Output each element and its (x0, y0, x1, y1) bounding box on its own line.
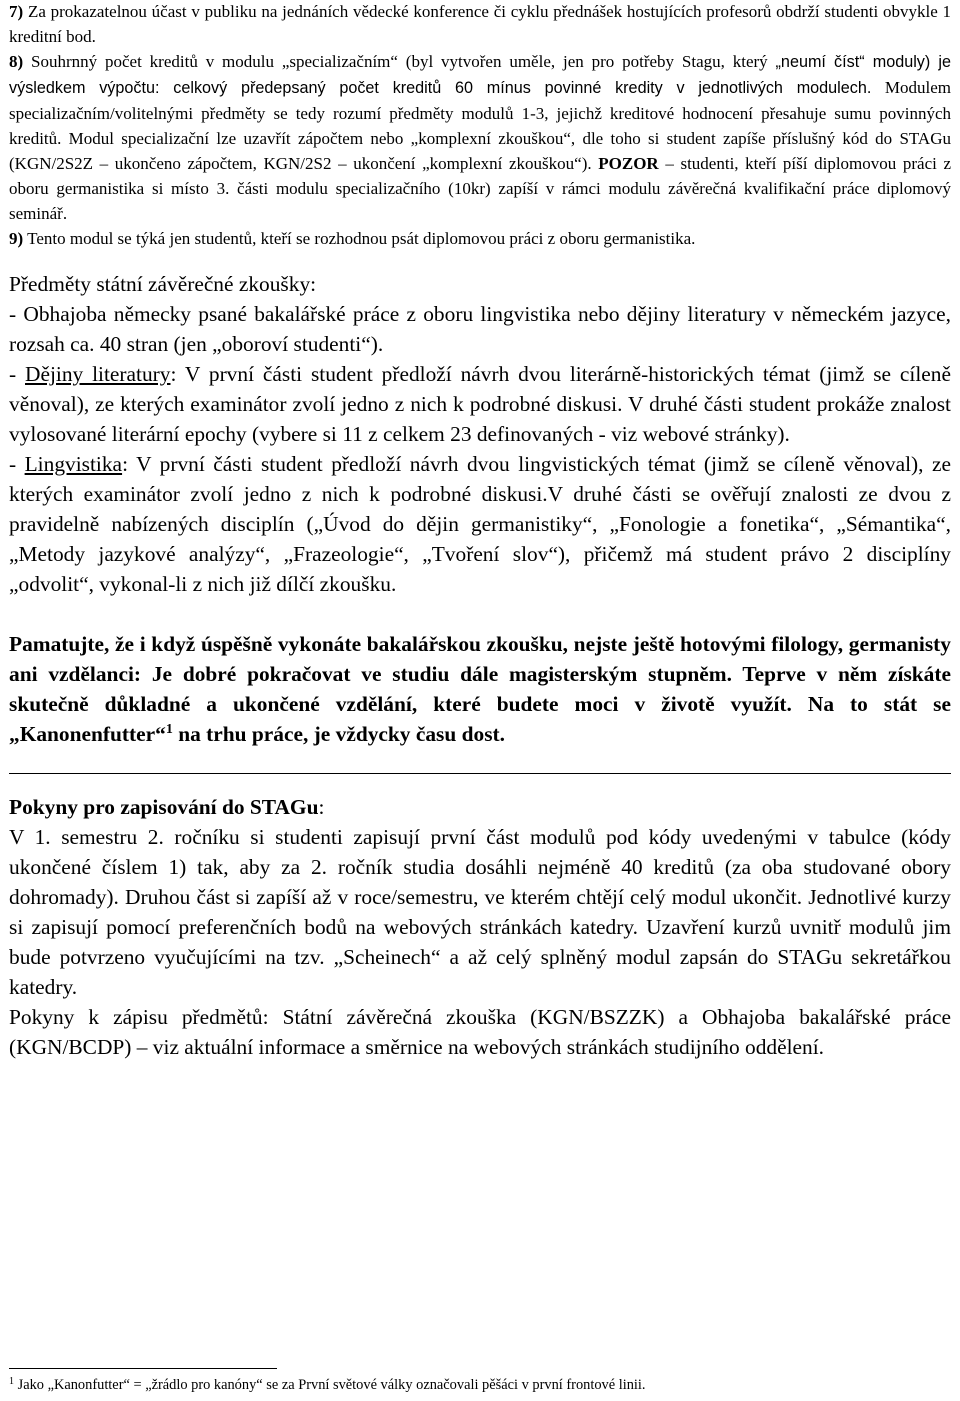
note-8-pozor-text: – studenti, kteří píší diplomovou práci z oboru germanistika si místo 3. části modulu specializačního (10kr) zapíší v rámci modulu závěrečná kvalifikační práce diplomový seminář. (9, 154, 952, 223)
warning-text: Pamatujte, že i když úspěšně vykonáte bakalářskou zkoušku, nejste ještě hotovými filology, germanisty ani vzdělanci: Je dobré pokračovat ve studiu dále magisterským stupněm. Teprve v něm získáte skutečně důkladné a ukončené vzdělání, které budete moci v životě využít. Na to stát se „Kanonenfutter“ (9, 632, 951, 746)
note-8-number: 8) (9, 52, 24, 71)
stag-paragraph-1: V 1. semestru 2. ročníku si studenti zapisují první část modulů pod kódy uvedenými v tabulce (kódy ukončené číslem 1) tak, aby za 2. ročník studia dosáhli nejméně 40 kreditů (za oba studované obory dohromady). Druhou část si zapíší až v roce/semestru, ve kterém chtějí celý modul ukončit. Jednotlivé kurzy si zapisují pomocí preferenčních bodů na webových stránkách katedry. Uzavření kurzů uvnitř modulů jim bude potvrzeno vyučujícími na tzv. „Scheinech“ a až celý splněný modul zapsán do STAGu sekretářkou katedry. (9, 825, 951, 999)
exam-literature (9, 359, 951, 449)
exam-literature-prefix: - (9, 362, 25, 386)
exam-linguistics (9, 449, 951, 599)
exam-linguistics-text: : V první části student předloží návrh dvou lingvistických témat (jimž se cíleně věnoval), ze kterých examinátor zvolí jedno z nich k podrobné diskusi.V druhé části se ověřují znalosti ze dvou z pravidelně nabízených disciplín („Úvod do dějin germanistiky“, „Fonologie a fonetika“, „Sémantika“, „Metody jazykové analýzy“, „Frazeologie“, „Tvoření slov“), přičemž má student právo 2 disciplíny „odvolit“, vykonal-li z nich již dílčí zkoušku. (9, 452, 951, 596)
exam-heading: Předměty státní závěrečné zkoušky: (9, 272, 317, 296)
note-7-number: 7) (9, 2, 24, 21)
footnote-number: 1 (9, 1376, 14, 1387)
note-8-pozor-label: POZOR (598, 154, 659, 173)
stag-paragraph-2: Pokyny k zápisu předmětů: Státní závěrečná zkouška (KGN/BSZZK) a Obhajoba bakalářské práce (KGN/BCDP) – viz aktuální informace a směrnice na webových stránkách studijního oddělení. (9, 1005, 951, 1059)
warning-paragraph (9, 629, 951, 749)
exam-linguistics-label: Lingvistika (24, 452, 123, 476)
document-page (9, 0, 951, 1062)
notes-section (9, 0, 951, 251)
note-8 (9, 49, 951, 226)
note-8-text-b: „neumí číst“ moduly) je výsledkem výpočtu: celkový předepsaný počet kreditů 60 mínus povinné kredity v jednotlivých modulech. (9, 53, 951, 97)
exam-literature-label: Dějiny literatury (25, 362, 171, 386)
warning-tail: na trhu práce, je vždycky času dost. (172, 722, 505, 746)
footnote-separator (9, 1368, 277, 1369)
note-8-text-c: Modulem specializačním/volitelnými předměty se tedy rozumí předměty modulů 1-3, jejichž kreditové hodnocení přesahuje sumu povinných kreditů. Modul specializační lze uzavřít zápočtem nebo „komplexní zkouškou“, dle toho si student zapíše příslušný kód do STAGu (KGN/2S2Z – ukončeno zápočtem, KGN/2S2 – ukončení „komplexní zkouškou“). (9, 78, 952, 173)
footnote-reference: 1 (165, 722, 173, 737)
exam-literature-text: : V první části student předloží návrh dvou literárně-historických témat (jimž se cíleně věnoval), ze kterých examinátor zvolí jedno z nich k podrobné diskusi. V druhé části student prokáže znalost vylosované literární epochy (vybere si 11 z celkem 23 definovaných - viz webové stránky). (9, 362, 951, 446)
exam-defense: - Obhajoba německy psané bakalářské práce z oboru lingvistika nebo dějiny literatury v německém jazyce, rozsah ca. 40 stran (jen „oboroví studenti“). (9, 302, 951, 356)
note-9-text: Tento modul se týká jen studentů, kteří se rozhodnou psát diplomovou práci z oboru germanistika. (27, 229, 696, 248)
stag-heading-label: Pokyny pro zapisování do STAGu (9, 795, 319, 819)
exam-linguistics-prefix: - (9, 452, 25, 476)
note-9 (9, 226, 951, 251)
note-9-number: 9) (9, 229, 24, 248)
exam-section (9, 269, 951, 599)
stag-section (9, 792, 951, 1062)
stag-heading-colon: : (318, 795, 325, 819)
footnote-text: Jako „Kanonfutter“ = „žrádlo pro kanóny“ se za První světové války označovali pěšáci v první frontové linii. (14, 1377, 646, 1393)
footnote (9, 1376, 646, 1394)
note-8-text-a: Souhrnný počet kreditů v modulu „specializačním“ (byl vytvořen uměle, jen pro potřeby Stagu, který (31, 52, 768, 71)
stag-heading (9, 792, 951, 822)
note-7 (9, 0, 951, 49)
note-7-text: Za prokazatelnou účast v publiku na jednáních vědecké konference či cyklu přednášek hostujících profesorů obdrží studenti obvykle 1 kreditní bod. (9, 2, 951, 46)
